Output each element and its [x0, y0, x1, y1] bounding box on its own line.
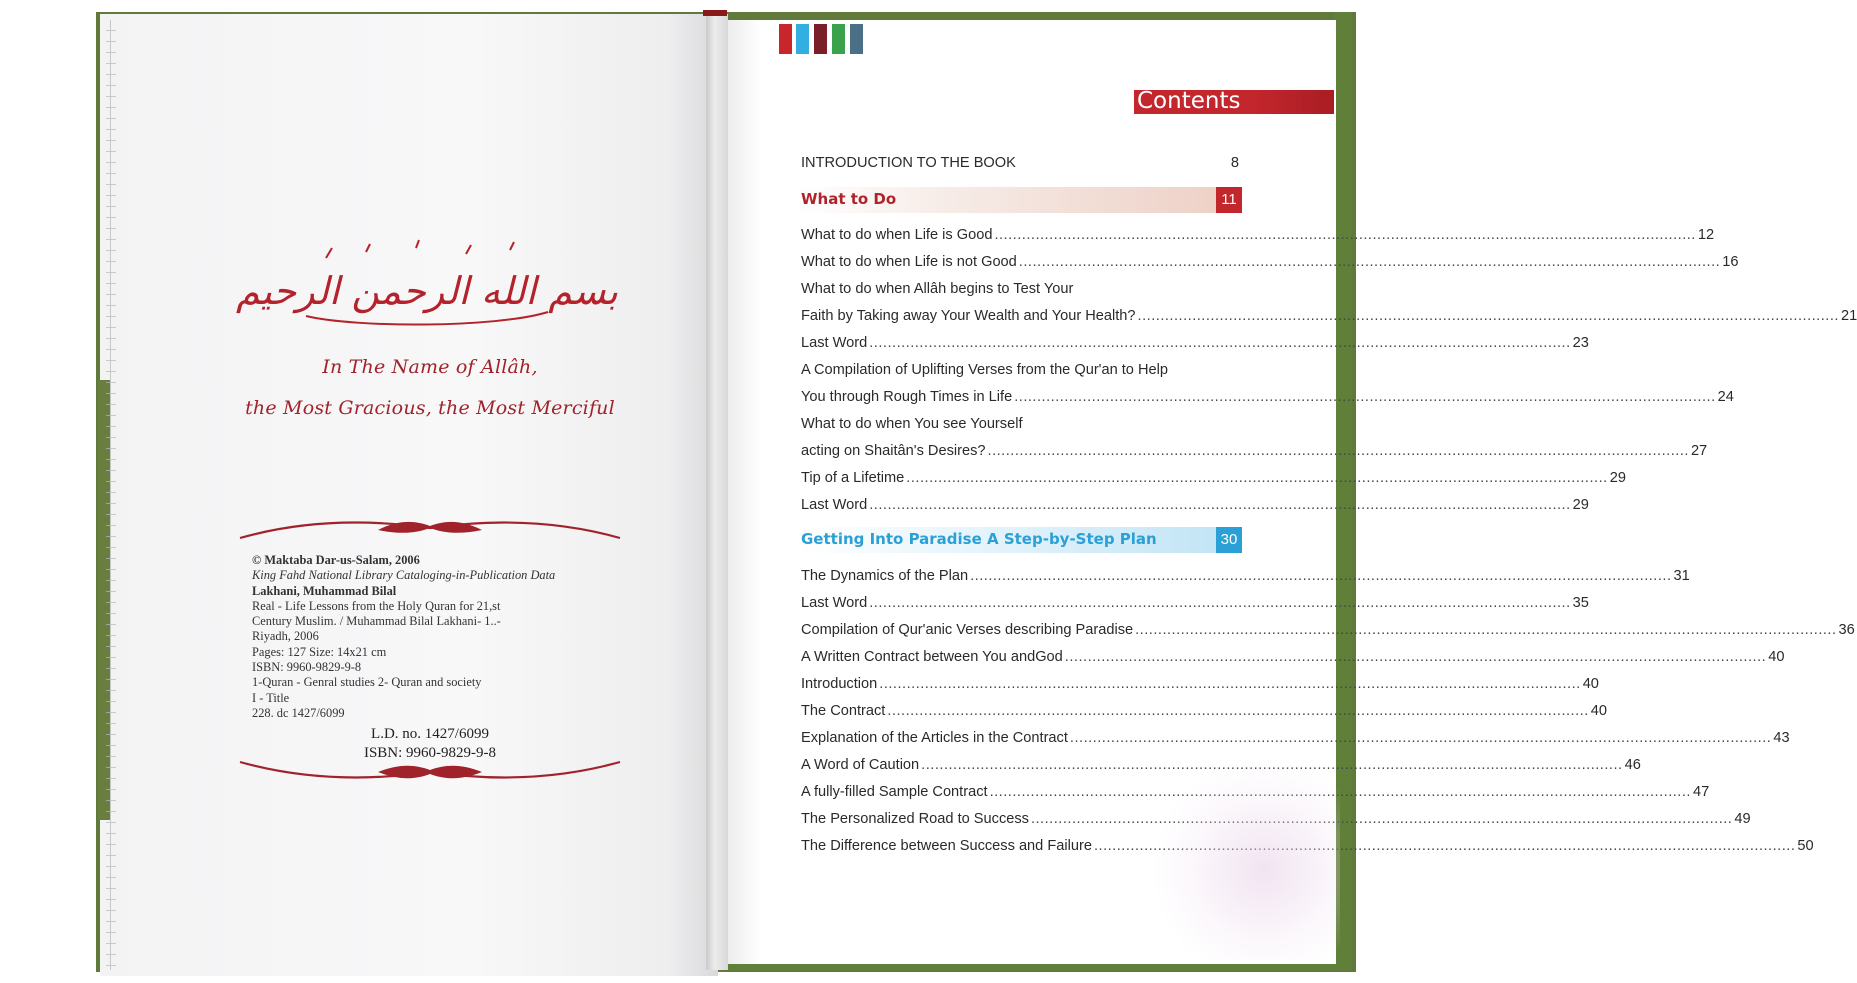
toc-entry-title: The Difference between Success and Failure: [801, 838, 1092, 854]
toc-entry: [801, 622, 1855, 638]
toc-entry-page: 50: [1797, 838, 1814, 854]
toc-entry-page: 40: [1582, 676, 1599, 692]
toc-entry-title: Explanation of the Articles in the Contract: [801, 730, 1068, 746]
page-edge-line: [110, 20, 111, 970]
invocation-line-1: In The Name of Allâh,: [322, 356, 538, 378]
toc-entry-page: 12: [1697, 227, 1715, 243]
toc-entry: [801, 568, 1690, 584]
toc-intro-page: 8: [1230, 155, 1239, 171]
toc-leader-dots: [906, 470, 1607, 486]
toc-entry-page: 43: [1773, 730, 1790, 746]
section-header-what-to-do: [798, 187, 1242, 213]
toc-entry: [801, 470, 1626, 486]
toc-intro: [801, 155, 1239, 171]
author-line: Lakhani, Muhammad Bilal: [252, 583, 397, 598]
section-header-paradise: [798, 527, 1242, 553]
toc-entry-title: Last Word: [801, 335, 868, 351]
ld-number: L.D. no. 1427/6099: [371, 726, 489, 742]
toc-leader-dots: [869, 335, 1570, 351]
toc-leader-dots: [879, 676, 1580, 692]
bismillah-calligraphy: [236, 238, 618, 334]
toc-entry-title: Last Word: [801, 595, 868, 611]
toc-leader-dots: [1014, 389, 1715, 405]
toc-leader-dots: [869, 497, 1570, 513]
toc-entry: [801, 595, 1589, 611]
ornament-divider-top: [238, 512, 622, 542]
toc-entry: [801, 649, 1785, 665]
copyright-line: © Maktaba Dar-us-Salam, 2006: [252, 553, 420, 567]
toc-leader-dots: [970, 568, 1671, 584]
toc-entry-page: 29: [1572, 497, 1589, 513]
book-gutter: [706, 14, 728, 970]
left-page: [100, 14, 718, 976]
toc-entry-page: 23: [1572, 335, 1589, 351]
toc-entry-page: 31: [1673, 568, 1690, 584]
toc-intro-title: INTRODUCTION TO THE BOOK: [801, 155, 1016, 171]
toc-entry: [801, 389, 1734, 405]
toc-entry: [801, 443, 1708, 459]
toc-entry-page: 35: [1572, 595, 1589, 611]
toc-entry: [801, 676, 1599, 692]
toc-entry: [801, 335, 1589, 351]
toc-entry-title: A Compilation of Uplifting Verses from the Qur'an to Help: [801, 362, 1168, 378]
toc-entry-page: 47: [1692, 784, 1710, 800]
classification-line: 228. dc 1427/6099: [252, 705, 345, 720]
toc-leader-dots: [1070, 730, 1771, 746]
title-entry-line: I - Title: [252, 690, 290, 705]
toc-entry-title: You through Rough Times in Life: [801, 389, 1013, 405]
page-edge-marks: [106, 20, 116, 970]
color-bar: [779, 24, 792, 54]
toc-leader-dots: [869, 595, 1570, 611]
publication-details: [252, 553, 592, 721]
toc-entry-page: 27: [1690, 443, 1708, 459]
title-line-1: Real - Life Lessons from the Holy Quran for 21,st: [252, 598, 501, 613]
section-page-badge: 30: [1216, 527, 1242, 553]
contents-title: Contents: [1137, 88, 1241, 114]
section-page-badge: 11: [1216, 187, 1242, 213]
toc-entry-page: 40: [1768, 649, 1785, 665]
toc-leader-dots: [1031, 811, 1732, 827]
toc-leader-dots: [1065, 649, 1766, 665]
ornament-divider-bottom: [238, 756, 622, 786]
toc-leader-dots: [994, 227, 1695, 243]
toc-entry: [801, 227, 1715, 243]
place-year-line: Riyadh, 2006: [252, 629, 319, 644]
toc-entry: [801, 497, 1589, 513]
color-bar: [796, 24, 809, 54]
pages-size-line: Pages: 127 Size: 14x21 cm: [252, 644, 387, 659]
toc-entry-page: 36: [1838, 622, 1855, 638]
toc-entry-title: A fully-filled Sample Contract: [801, 784, 988, 800]
invocation-line-2: the Most Gracious, the Most Merciful: [245, 397, 615, 419]
toc-entry: [801, 308, 1857, 324]
toc-entry: [801, 416, 1239, 432]
toc-leader-dots: [887, 703, 1588, 719]
toc-entry-title: acting on Shaitân's Desires?: [801, 443, 986, 459]
toc-entry-page: 16: [1722, 254, 1739, 270]
toc-entry-page: 46: [1624, 757, 1641, 773]
color-bar: [814, 24, 827, 54]
toc-leader-dots: [990, 784, 1691, 800]
toc-entry-page: 29: [1609, 470, 1626, 486]
isbn-small-line: ISBN: 9960-9829-9-8: [252, 660, 362, 675]
toc-entry-page: 40: [1590, 703, 1608, 719]
toc-entry-page: 24: [1717, 389, 1734, 405]
toc-entry-title: What to do when You see Yourself: [801, 416, 1023, 432]
toc-entry-page: 21: [1840, 308, 1857, 324]
toc-entry: [801, 254, 1739, 270]
toc-entry: [801, 730, 1790, 746]
toc-leader-dots: [1019, 254, 1720, 270]
toc-leader-dots: [1135, 622, 1836, 638]
toc-entry-title: The Personalized Road to Success: [801, 811, 1029, 827]
cataloging-line: King Fahd National Library Cataloging-in-Publication Data: [252, 568, 556, 583]
toc-entry-page: 49: [1734, 811, 1751, 827]
toc-entry: [801, 703, 1608, 719]
toc-entry-title: What to do when Life is Good: [801, 227, 993, 243]
toc-leader-dots: [988, 443, 1689, 459]
toc-entry-title: What to do when Life is not Good: [801, 254, 1017, 270]
toc-entry-title: The Dynamics of the Plan: [801, 568, 969, 584]
toc-entry-title: A Word of Caution: [801, 757, 920, 773]
toc-entry-title: Faith by Taking away Your Wealth and Your Health?: [801, 308, 1136, 324]
toc-entry-title: Tip of a Lifetime: [801, 470, 905, 486]
flower-watermark: [1150, 760, 1340, 960]
toc-entry-title: Compilation of Qur'anic Verses describing Paradise: [801, 622, 1134, 638]
binding-edge: [703, 10, 727, 16]
toc-entry: [801, 281, 1239, 297]
subjects-line: 1-Quran - Genral studies 2- Quran and society: [252, 675, 482, 690]
toc-leader-dots: [1138, 308, 1839, 324]
toc-entry-title: What to do when Allâh begins to Test Your: [801, 281, 1074, 297]
toc-entry-title: Last Word: [801, 497, 868, 513]
toc-entry: [801, 362, 1239, 378]
section-title: What to Do: [801, 190, 897, 208]
section-title: Getting Into Paradise A Step-by-Step Plan: [801, 530, 1157, 548]
toc-entry-title: The Contract: [801, 703, 886, 719]
isbn-number: ISBN: 9960-9829-9-8: [363, 745, 497, 761]
title-line-2: Century Muslim. / Muhammad Bilal Lakhani- 1..-: [252, 614, 501, 629]
toc-entry-title: Introduction: [801, 676, 878, 692]
color-bar: [850, 24, 863, 54]
toc-entry-title: A Written Contract between You andGod: [801, 649, 1063, 665]
color-bar: [832, 24, 845, 54]
calligraphy-text: بسم الله الرحمن الرحيم: [236, 269, 618, 313]
